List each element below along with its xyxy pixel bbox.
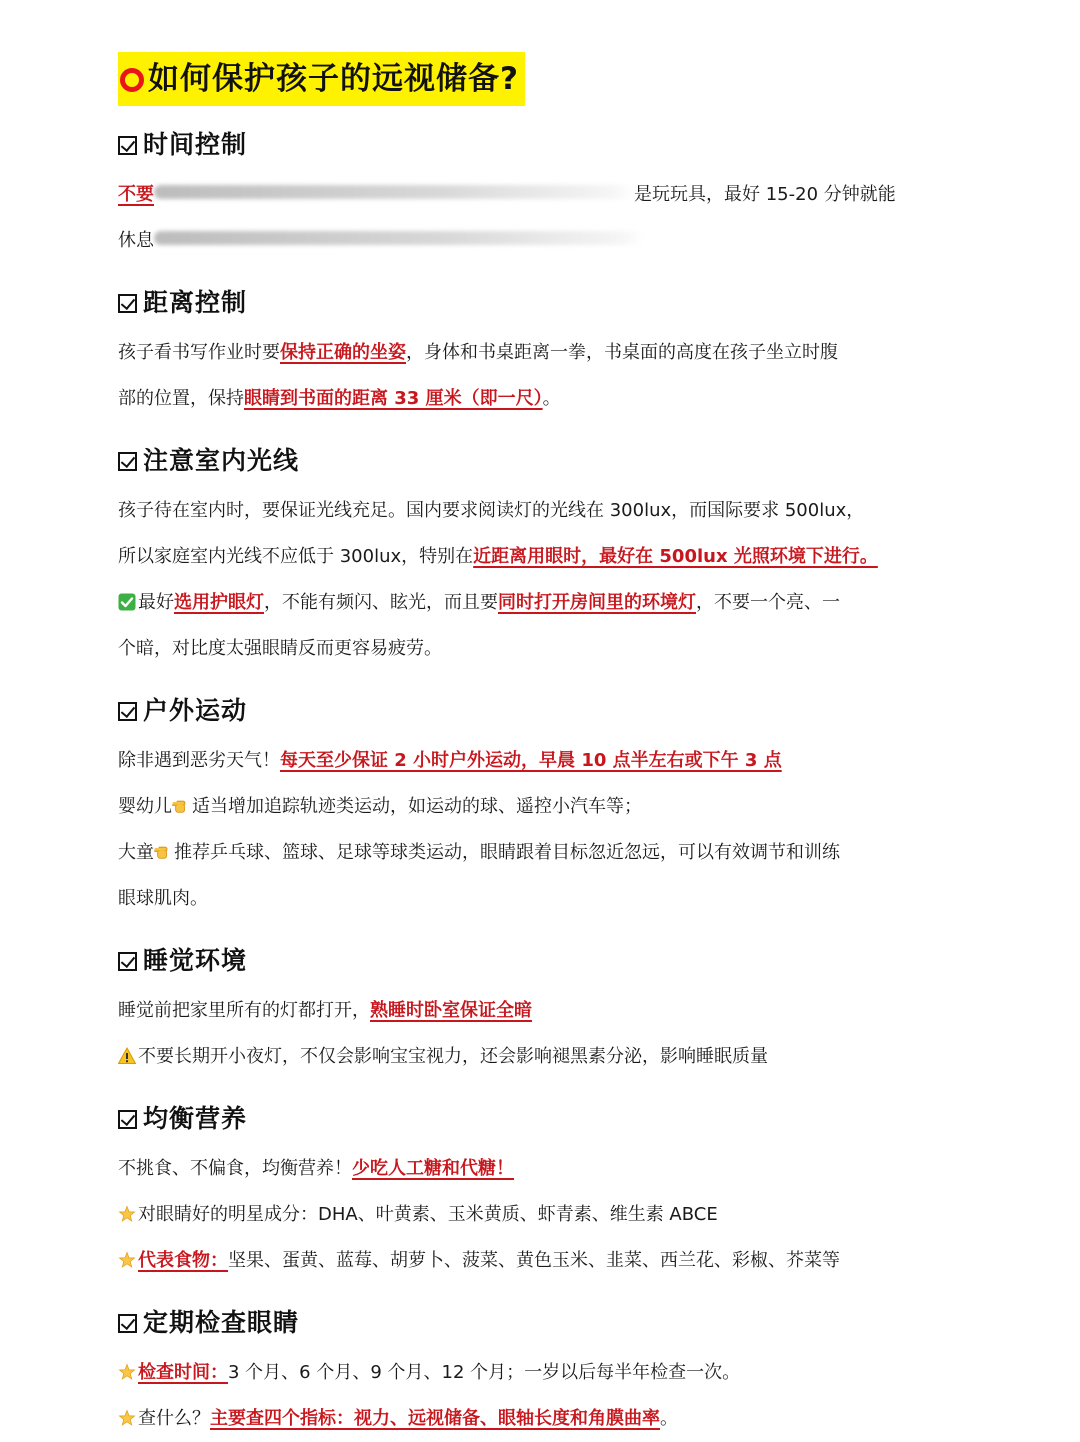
page-title-text: 如何保护孩子的远视储备? xyxy=(148,61,519,97)
check-mark-button-icon xyxy=(118,593,136,611)
paragraph: 部的位置，保持眼睛到书面的距离 33 厘米（即一尺）。 xyxy=(118,388,561,409)
paragraph: 孩子待在室内时，要保证光线充足。国内要求阅读灯的光线在 300lux，而国际要求 500lux， xyxy=(118,500,865,521)
section-time-control xyxy=(118,128,948,264)
glowing-star-icon xyxy=(118,1363,136,1381)
section-indoor-lighting xyxy=(118,444,948,672)
section-heading: 睡觉环境 xyxy=(118,944,948,978)
blurred-redaction xyxy=(154,231,644,245)
section-sleep-environment xyxy=(118,944,948,1080)
paragraph: 对眼睛好的明星成分：DHA、叶黄素、玉米黄质、虾青素、维生素 ABCE xyxy=(118,1192,948,1238)
glowing-star-icon xyxy=(118,1205,136,1223)
paragraph: 休息 xyxy=(118,218,948,264)
checkbox-icon xyxy=(118,294,137,313)
section-heading: 均衡营养 xyxy=(118,1102,948,1136)
section-heading: 户外运动 xyxy=(118,694,948,728)
glowing-star-icon xyxy=(118,1251,136,1269)
paragraph: 眼球肌肉。 xyxy=(118,888,208,909)
section-balanced-nutrition xyxy=(118,1102,948,1284)
paragraph: 孩子看书写作业时要保持正确的坐姿，身体和书桌距离一拳，书桌面的高度在孩子坐立时腹 xyxy=(118,342,838,363)
glowing-star-icon xyxy=(118,1409,136,1427)
paragraph: 检查时间：3 个月、6 个月、9 个月、12 个月；一岁以后每半年检查一次。 xyxy=(118,1350,948,1396)
paragraph: 查什么？主要查四个指标：视力、远视储备、眼轴长度和角膜曲率。 xyxy=(118,1396,948,1442)
page-title xyxy=(118,52,525,106)
checkbox-icon xyxy=(118,1314,137,1333)
blurred-redaction xyxy=(154,185,634,199)
pointing-hand-icon xyxy=(154,843,172,861)
pointing-hand-icon xyxy=(172,797,190,815)
section-heading: 注意室内光线 xyxy=(118,444,948,478)
checkbox-icon xyxy=(118,452,137,471)
checkbox-icon xyxy=(118,952,137,971)
paragraph: 不要 是玩玩具，最好 15-20 分钟就能 xyxy=(118,184,896,205)
paragraph: 不要长期开小夜灯，不仅会影响宝宝视力，还会影响褪黑素分泌，影响睡眠质量 xyxy=(118,1034,948,1080)
paragraph: 大童 推荐乒乓球、篮球、足球等球类运动，眼睛跟着目标忽近忽远，可以有效调节和训练 xyxy=(118,842,840,863)
paragraph: 除非遇到恶劣天气！每天至少保证 2 小时户外运动，早晨 10 点半左右或下午 3 点 xyxy=(118,750,782,771)
paragraph: 最好选用护眼灯，不能有频闪、眩光，而且要同时打开房间里的环境灯，不要一个亮、一 xyxy=(118,580,948,626)
checkbox-icon xyxy=(118,136,137,155)
section-heading: 时间控制 xyxy=(118,128,948,162)
red-circle-icon xyxy=(120,68,144,92)
paragraph: 睡觉前把家里所有的灯都打开，熟睡时卧室保证全暗 xyxy=(118,1000,532,1021)
paragraph: 所以家庭室内光线不应低于 300lux，特别在近距离用眼时，最好在 500lux 光照环境下进行。 xyxy=(118,546,878,567)
paragraph: 不挑食、不偏食，均衡营养！少吃人工糖和代糖！ xyxy=(118,1158,514,1179)
section-heading: 定期检查眼睛 xyxy=(118,1306,948,1340)
warning-icon xyxy=(118,1047,136,1065)
paragraph: 代表食物：坚果、蛋黄、蓝莓、胡萝卜、菠菜、黄色玉米、韭菜、西兰花、彩椒、芥菜等 xyxy=(118,1238,948,1284)
section-regular-eye-check xyxy=(118,1306,948,1442)
section-outdoor-exercise xyxy=(118,694,948,922)
section-heading: 距离控制 xyxy=(118,286,948,320)
section-distance-control xyxy=(118,286,948,422)
checkbox-icon xyxy=(118,702,137,721)
article xyxy=(118,52,948,1442)
paragraph: 个暗，对比度太强眼睛反而更容易疲劳。 xyxy=(118,638,442,659)
paragraph: 婴幼儿 适当增加追踪轨迹类运动，如运动的球、遥控小汽车等； xyxy=(118,796,642,817)
checkbox-icon xyxy=(118,1110,137,1129)
